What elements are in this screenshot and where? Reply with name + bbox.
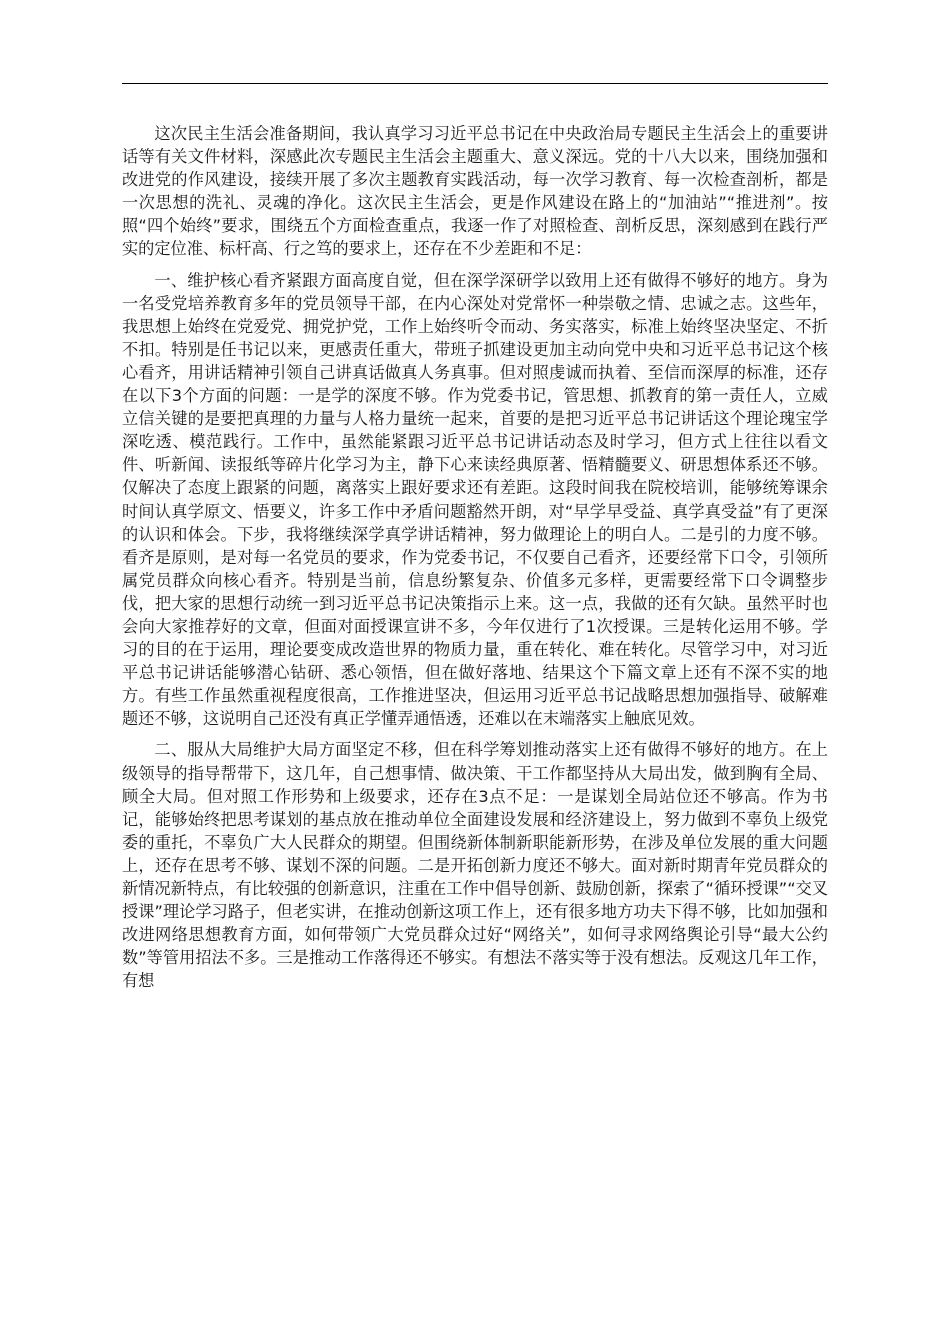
- header-rule: [122, 83, 828, 84]
- paragraph-section-two: 二、服从大局维护大局方面坚定不移，但在科学筹划推动落实上还有做得不够好的地方。在上级领导的指导帮带下，这几年，自己想事情、做决策、干工作都坚持从大局出发，做到胸有全局、顾全大局。但对照工作形势和上级要求，还存在3点不足：一是谋划全局站位还不够高。作为书记，能够始终把思考谋划的基点放在推动单位全面建设发展和经济建设上，努力做到不辜负上级党委的重托，不辜负广大人民群众的期望。但围绕新体制新职能新形势，在涉及单位发展的重大问题上，还存在思考不够、谋划不深的问题。二是开拓创新力度还不够大。面对新时期青年党员群众的新情况新特点，有比较强的创新意识，注重在工作中倡导创新、鼓励创新，探索了“循环授课”“交叉授课”理论学习路子，但老实讲，在推动创新这项工作上，还有很多地方功夫下得不够，比如加强和改进网络思想教育方面，如何带领广大党员群众过好“网络关”，如何寻求网络舆论引导“最大公约数”等管用招法不多。三是推动工作落得还不够实。有想法不落实等于没有想法。反观这几年工作，有想: [122, 740, 828, 991]
- document-body: [122, 122, 828, 1000]
- paragraph-section-one: 一、维护核心看齐紧跟方面高度自觉，但在深学深研学以致用上还有做得不够好的地方。身为一名受党培养教育多年的党员领导干部，在内心深处对党常怀一种崇敬之情、忠诚之志。这些年，我思想上始终在党爱党、拥党护党，工作上始终听令而动、务实落实，标准上始终坚决坚定、不折不扣。特别是任书记以来，更感责任重大，带班子抓建设更加主动向党中央和习近平总书记这个核心看齐，用讲话精神引领自己讲真话做真人务真事。但对照虔诚而执着、至信而深厚的标准，还存在以下3个方面的问题：一是学的深度不够。作为党委书记，管思想、抓教育的第一责任人，立威立信关键的是要把真理的力量与人格力量统一起来，首要的是把习近平总书记讲话这个理论瑰宝学深吃透、模范践行。工作中，虽然能紧跟习近平总书记讲话动态及时学习，但方式上往往以看文件、听新闻、读报纸等碎片化学习为主，静下心来读经典原著、悟精髓要义、研思想体系还不够。仅解决了态度上跟紧的问题，离落实上跟好要求还有差距。这段时间我在院校培训，能够统筹课余时间认真学原文、悟要义，许多工作中矛盾问题豁然开朗，对“早学早受益、真学真受益”有了更深的认识和体会。下步，我将继续深学真学讲话精神，努力做理论上的明白人。二是引的力度不够。看齐是原则，是对每一名党员的要求，作为党委书记，不仅要自己看齐，还要经常下口令，引领所属党员群众向核心看齐。特别是当前，信息纷繁复杂、价值多元多样，更需要经常下口令调整步伐，把大家的思想行动统一到习近平总书记决策指示上来。这一点，我做的还有欠缺。虽然平时也会向大家推荐好的文章，但面对面授课宣讲不多，今年仅进行了1次授课。三是转化运用不够。学习的目的在于运用，理论要变成改造世界的物质力量，重在转化、难在转化。尽管学习中，对习近平总书记讲话能够潜心钻研、悉心领悟，但在做好落地、结果这个下篇文章上还有不深不实的地方。有些工作虽然重视程度很高，工作推进坚决，但运用习近平总书记战略思想加强指导、破解难题还不够，这说明自己还没有真正学懂弄通悟透，还难以在末端落实上触底见效。: [122, 270, 828, 729]
- paragraph-intro: 这次民主生活会准备期间，我认真学习习近平总书记在中央政治局专题民主生活会上的重要讲话等有关文件材料，深感此次专题民主生活会主题重大、意义深远。党的十八大以来，围绕加强和改进党的作风建设，接续开展了多次主题教育实践活动，每一次学习教育、每一次检查剖析，都是一次思想的洗礼、灵魂的净化。这次民主生活会，更是作风建设在路上的“加油站”“推进剂”。按照“四个始终”要求，围绕五个方面检查重点，我逐一作了对照检查、剖析反思，深刻感到在践行严实的定位准、标杆高、行之笃的要求上，还存在不少差距和不足：: [122, 124, 828, 259]
